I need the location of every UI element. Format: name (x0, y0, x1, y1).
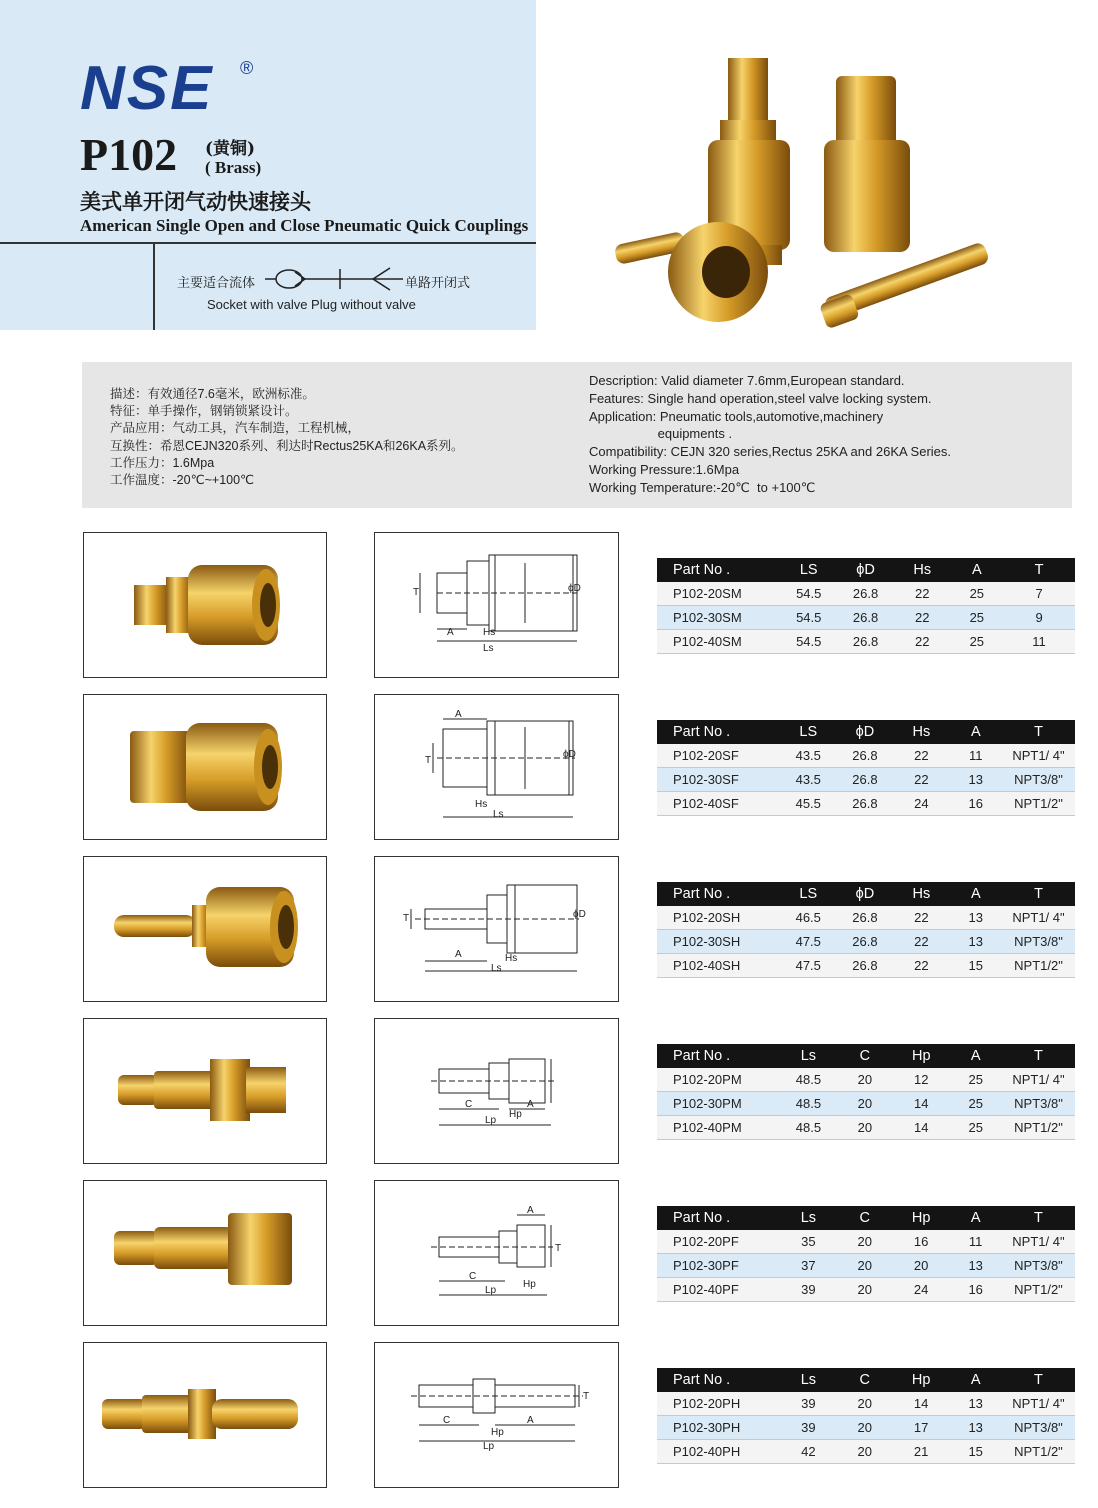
technical-drawing-frame (374, 1342, 619, 1488)
col-header: LS (780, 882, 837, 906)
col-header: LS (780, 558, 837, 582)
table-cell: 48.5 (780, 1116, 837, 1140)
drawing-label-ls: Ls (493, 809, 504, 820)
plug-male-thread-drawing (375, 1019, 617, 1162)
table-cell: 39 (780, 1278, 836, 1302)
table-row (657, 1068, 1075, 1092)
header-divider (0, 242, 536, 244)
table-cell: 25 (951, 582, 1004, 606)
table-row (657, 630, 1075, 654)
legend-socket-cn: 主要适合流体 (177, 275, 256, 290)
description-cn (110, 386, 464, 489)
col-header: Part No . (657, 882, 780, 906)
desc-en-line: Features: Single hand operation,steel valve locking system. (589, 390, 932, 406)
col-header: Hp (893, 1206, 950, 1230)
table-cell: 54.5 (780, 606, 837, 630)
table-cell: 7 (1003, 582, 1075, 606)
table-cell: 22 (893, 954, 949, 978)
desc-en-line: Working Pressure:1.6Mpa (589, 461, 740, 477)
table-cell: 24 (893, 1278, 950, 1302)
drawing-label-lp: Lp (485, 1285, 497, 1296)
technical-drawing-frame (374, 1018, 619, 1164)
technical-drawing-frame (374, 856, 619, 1002)
technical-drawing-frame (374, 532, 619, 678)
header-vertical-divider (153, 242, 155, 330)
table-cell: 17 (893, 1416, 950, 1440)
coupling-symbol-icon (265, 264, 405, 294)
table-cell: 11 (950, 744, 1002, 768)
table-cell: 46.5 (780, 906, 837, 930)
table-cell: P102-30PF (657, 1254, 780, 1278)
table-cell: P102-30SM (657, 606, 780, 630)
table-cell: P102-40SH (657, 954, 780, 978)
table-cell: 16 (950, 792, 1002, 816)
legend-plug-cn: 单路开闭式 (405, 275, 471, 290)
table-cell: 54.5 (780, 582, 837, 606)
drawing-label-c: C (469, 1271, 477, 1282)
title-cn: 美式单开闭气动快速接头 (80, 189, 311, 214)
table-row (657, 768, 1075, 792)
table-cell: 39 (780, 1392, 836, 1416)
col-header: Part No . (657, 1044, 780, 1068)
table-cell: P102-30PM (657, 1092, 780, 1116)
table-cell: 22 (893, 768, 949, 792)
drawing-label-t: T (555, 1243, 562, 1254)
table-cell: 9 (1003, 606, 1075, 630)
table-cell: 25 (951, 630, 1004, 654)
col-header: Hp (893, 1368, 950, 1392)
table-cell: P102-30SH (657, 930, 780, 954)
col-header: Part No . (657, 720, 780, 744)
table-cell: 26.8 (837, 768, 894, 792)
drawing-label-t: T (413, 587, 420, 598)
drawing-label-t: T (425, 755, 432, 766)
table-row (657, 1230, 1075, 1254)
table-cell: NPT1/2" (1002, 792, 1075, 816)
drawing-label-ls: Ls (483, 643, 494, 654)
col-header: C (837, 1044, 893, 1068)
table-cell: NPT1/2" (1002, 954, 1075, 978)
product-photo-frame (83, 532, 327, 678)
drawing-label-a: A (447, 627, 454, 638)
table-cell: 43.5 (780, 768, 837, 792)
drawing-label-d: ϕD (563, 749, 576, 760)
spec-table-sh (657, 882, 1075, 978)
table-cell: NPT3/8" (1002, 1092, 1075, 1116)
drawing-label-a: A (455, 949, 462, 960)
col-header: T (1002, 1368, 1075, 1392)
table-cell: NPT1/ 4" (1002, 1230, 1075, 1254)
table-cell: 20 (837, 1230, 893, 1254)
table-cell: NPT1/ 4" (1002, 1392, 1075, 1416)
drawing-label-hs: Hs (483, 627, 496, 638)
drawing-label-hp: Hp (491, 1427, 504, 1438)
table-cell: 20 (837, 1392, 893, 1416)
table-cell: 26.8 (837, 930, 894, 954)
table-cell: 20 (837, 1092, 893, 1116)
col-header: C (837, 1368, 893, 1392)
table-row (657, 1440, 1075, 1464)
material-cn: (黄铜) (205, 139, 256, 159)
drawing-label-c: C (465, 1099, 473, 1110)
product-photo-frame (83, 1342, 327, 1488)
table-cell: 13 (949, 1416, 1002, 1440)
table-cell: 26.8 (837, 582, 894, 606)
table-row (657, 930, 1075, 954)
product-row-pf (0, 1180, 1098, 1330)
desc-cn-line: 工作压力：1.6Mpa (110, 455, 215, 470)
col-header: T (1003, 558, 1075, 582)
table-cell: 22 (893, 906, 949, 930)
table-cell: NPT1/2" (1002, 1278, 1075, 1302)
table-cell: P102-40PH (657, 1440, 780, 1464)
col-header: Ls (780, 1368, 836, 1392)
col-header: LS (780, 720, 837, 744)
table-row (657, 1392, 1075, 1416)
col-header: T (1002, 720, 1075, 744)
col-header: Hs (894, 558, 951, 582)
table-row (657, 792, 1075, 816)
table-cell: 37 (780, 1254, 836, 1278)
table-cell: NPT3/8" (1002, 768, 1075, 792)
table-cell: 54.5 (780, 630, 837, 654)
technical-drawing-frame (374, 1180, 619, 1326)
col-header: Part No . (657, 558, 780, 582)
socket-female-thread-drawing (375, 695, 617, 838)
hero-product-photo (600, 40, 1020, 340)
material-en: ( Brass) (205, 158, 262, 177)
table-cell: 26.8 (837, 954, 894, 978)
table-cell: 48.5 (780, 1092, 837, 1116)
col-header: A (950, 882, 1002, 906)
table-cell: P102-40PM (657, 1116, 780, 1140)
drawing-label-a: A (455, 709, 462, 720)
table-cell: 47.5 (780, 954, 837, 978)
col-header: T (1002, 882, 1075, 906)
table-cell: 16 (949, 1278, 1002, 1302)
table-cell: P102-30PH (657, 1416, 780, 1440)
table-cell: 20 (893, 1254, 950, 1278)
table-cell: 26.8 (837, 792, 894, 816)
table-cell: NPT1/2" (1002, 1116, 1075, 1140)
col-header: C (837, 1206, 893, 1230)
legend-en: Socket with valve Plug without valve (207, 297, 416, 312)
table-cell: 20 (837, 1278, 893, 1302)
col-header: A (951, 558, 1004, 582)
desc-en-line: Compatibility: CEJN 320 series,Rectus 25KA and 26KA Series. (589, 444, 952, 460)
table-cell: 22 (894, 630, 951, 654)
table-cell: 14 (893, 1092, 949, 1116)
table-cell: 13 (950, 906, 1002, 930)
col-header: ϕD (837, 720, 894, 744)
table-cell: 35 (780, 1230, 836, 1254)
table-cell: 47.5 (780, 930, 837, 954)
table-row (657, 1416, 1075, 1440)
product-row-ph (0, 1342, 1098, 1492)
plug-hose-barb-drawing (375, 1343, 617, 1486)
plug-female-thread-drawing (375, 1181, 617, 1324)
table-cell: 15 (949, 1440, 1002, 1464)
drawing-label-a: A (527, 1205, 534, 1216)
model-number: P102 (80, 129, 178, 180)
table-cell: 22 (893, 744, 949, 768)
col-header: Hp (893, 1044, 949, 1068)
col-header: A (950, 1044, 1002, 1068)
table-cell: 48.5 (780, 1068, 837, 1092)
table-row (657, 1278, 1075, 1302)
table-row (657, 1092, 1075, 1116)
table-cell: 26.8 (837, 906, 894, 930)
drawing-label-d: ϕD (568, 583, 581, 594)
drawing-label-a: A (527, 1099, 534, 1110)
table-cell: 13 (950, 930, 1002, 954)
spec-table-sf (657, 720, 1075, 816)
table-cell: 13 (949, 1392, 1002, 1416)
drawing-label-hs: Hs (475, 799, 488, 810)
col-header: T (1002, 1206, 1075, 1230)
table-row (657, 582, 1075, 606)
table-cell: 45.5 (780, 792, 837, 816)
product-row-sm (0, 532, 1098, 682)
drawing-label-d: ϕD (573, 909, 586, 920)
spec-table-sm (657, 558, 1075, 654)
col-header: T (1002, 1044, 1075, 1068)
desc-en-line: equipments . (589, 426, 733, 442)
table-cell: NPT3/8" (1002, 1254, 1075, 1278)
col-header: Part No . (657, 1368, 780, 1392)
col-header: Hs (893, 720, 949, 744)
plug-female-thread-photo (84, 1181, 325, 1324)
col-header: A (949, 1206, 1002, 1230)
product-photo-frame (83, 694, 327, 840)
table-cell: P102-20SM (657, 582, 780, 606)
table-cell: P102-40SF (657, 792, 780, 816)
table-cell: P102-20PF (657, 1230, 780, 1254)
product-photo-frame (83, 1018, 327, 1164)
table-cell: 11 (1003, 630, 1075, 654)
drawing-label-hs: Hs (505, 953, 518, 964)
table-cell: 25 (950, 1116, 1002, 1140)
table-cell: P102-30SF (657, 768, 780, 792)
technical-drawing-frame (374, 694, 619, 840)
table-cell: P102-40SM (657, 630, 780, 654)
table-cell: P102-40PF (657, 1278, 780, 1302)
col-header: Hs (893, 882, 949, 906)
product-row-sh (0, 856, 1098, 1006)
table-row (657, 606, 1075, 630)
desc-en-line: Application: Pneumatic tools,automotive,machinery (589, 408, 884, 424)
desc-en-line: Description: Valid diameter 7.6mm,European standard. (589, 373, 905, 388)
socket-male-thread-drawing (375, 533, 617, 676)
table-cell: 26.8 (837, 630, 894, 654)
drawing-label-t: T (583, 1391, 590, 1402)
socket-female-thread-photo (84, 695, 325, 838)
table-row (657, 744, 1075, 768)
table-cell: 25 (950, 1092, 1002, 1116)
table-row (657, 1254, 1075, 1278)
table-cell: 13 (949, 1254, 1002, 1278)
socket-hose-barb-photo (84, 857, 325, 1000)
brand-logo: NSE (80, 54, 214, 123)
table-cell: 25 (950, 1068, 1002, 1092)
drawing-label-c: C (443, 1415, 451, 1426)
table-cell: 22 (894, 606, 951, 630)
drawing-label-hp: Hp (509, 1109, 522, 1120)
col-header: A (950, 720, 1002, 744)
spec-table-pm (657, 1044, 1075, 1140)
socket-male-thread-photo (84, 533, 325, 676)
product-photo-frame (83, 1180, 327, 1326)
table-cell: NPT1/ 4" (1002, 744, 1075, 768)
table-row (657, 906, 1075, 930)
table-cell: 16 (893, 1230, 950, 1254)
product-row-sf (0, 694, 1098, 844)
table-row (657, 1116, 1075, 1140)
table-cell: NPT1/2" (1002, 1440, 1075, 1464)
table-cell: 22 (894, 582, 951, 606)
table-cell: 39 (780, 1416, 836, 1440)
table-cell: 26.8 (837, 606, 894, 630)
drawing-label-lp: Lp (485, 1115, 497, 1126)
socket-hose-barb-drawing (375, 857, 617, 1000)
title-en: American Single Open and Close Pneumatic Quick Couplings (80, 216, 529, 235)
desc-cn-line: 特征：单手操作，钢销锁紧设计。 (110, 404, 298, 419)
col-header: Ls (780, 1206, 836, 1230)
col-header: Ls (780, 1044, 837, 1068)
drawing-label-ls: Ls (491, 963, 502, 974)
spec-table-ph (657, 1368, 1075, 1464)
table-cell: 20 (837, 1416, 893, 1440)
table-cell: 13 (950, 768, 1002, 792)
table-cell: 22 (893, 930, 949, 954)
desc-cn-line: 互换性：希恩CEJN320系列、利达时Rectus25KA和26KA系列。 (110, 438, 464, 453)
product-row-pm (0, 1018, 1098, 1168)
table-cell: P102-20SH (657, 906, 780, 930)
plug-hose-barb-photo (84, 1343, 325, 1486)
table-cell: 20 (837, 1254, 893, 1278)
table-cell: 11 (949, 1230, 1002, 1254)
table-cell: P102-20SF (657, 744, 780, 768)
table-cell: 42 (780, 1440, 836, 1464)
table-cell: 15 (950, 954, 1002, 978)
drawing-label-lp: Lp (483, 1441, 495, 1452)
table-cell: 20 (837, 1116, 893, 1140)
table-cell: 26.8 (837, 744, 894, 768)
table-cell: P102-20PM (657, 1068, 780, 1092)
col-header: ϕD (837, 882, 894, 906)
table-cell: NPT3/8" (1002, 1416, 1075, 1440)
table-cell: NPT1/ 4" (1002, 906, 1075, 930)
table-cell: 14 (893, 1392, 950, 1416)
drawing-label-hp: Hp (523, 1279, 536, 1290)
drawing-label-t: T (403, 913, 410, 924)
table-row (657, 954, 1075, 978)
description-en (589, 372, 951, 497)
table-cell: 20 (837, 1068, 893, 1092)
table-cell: 14 (893, 1116, 949, 1140)
col-header: ϕD (837, 558, 894, 582)
table-cell: 43.5 (780, 744, 837, 768)
col-header: Part No . (657, 1206, 780, 1230)
table-cell: P102-20PH (657, 1392, 780, 1416)
table-cell: 24 (893, 792, 949, 816)
table-cell: 25 (951, 606, 1004, 630)
table-cell: 12 (893, 1068, 949, 1092)
table-cell: 21 (893, 1440, 950, 1464)
spec-table-pf (657, 1206, 1075, 1302)
desc-cn-line: 工作温度：-20℃~+100℃ (110, 473, 255, 488)
desc-en-line: Working Temperature:-20℃ to +100℃ (589, 479, 816, 495)
col-header: A (949, 1368, 1002, 1392)
desc-cn-line: 描述：有效通径7.6毫米，欧洲标准。 (110, 387, 315, 401)
desc-cn-line: 产品应用：气动工具，汽车制造，工程机械， (110, 421, 361, 436)
registered-mark: ® (240, 58, 254, 78)
plug-male-thread-photo (84, 1019, 325, 1162)
product-photo-frame (83, 856, 327, 1002)
drawing-label-a: A (527, 1415, 534, 1426)
table-cell: NPT3/8" (1002, 930, 1075, 954)
table-cell: NPT1/ 4" (1002, 1068, 1075, 1092)
table-cell: 20 (837, 1440, 893, 1464)
